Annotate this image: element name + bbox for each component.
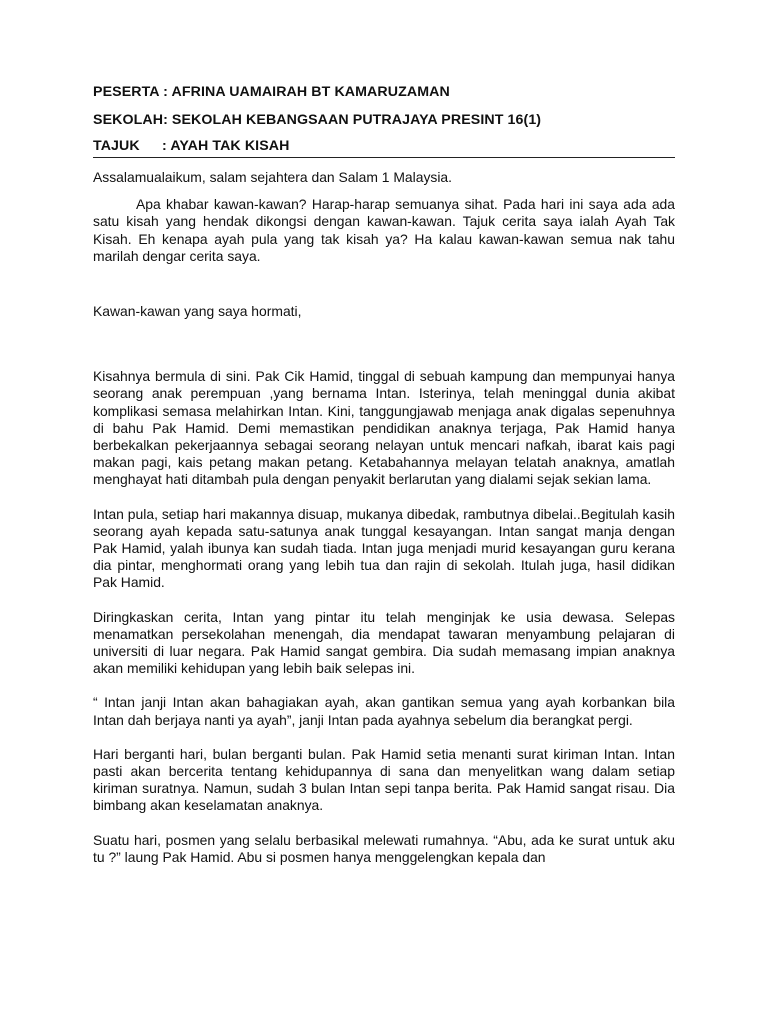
greeting-paragraph: Assalamualaikum, salam sejahtera dan Salam 1 Malaysia.: [93, 169, 453, 185]
address-line: Kawan-kawan yang saya hormati,: [93, 303, 302, 320]
participant-line: PESERTA : AFRINA UAMAIRAH BT KAMARUZAMAN: [93, 84, 450, 100]
title-value: : AYAH TAK KISAH: [162, 138, 290, 154]
school-line: SEKOLAH: SEKOLAH KEBANGSAAN PUTRAJAYA PRESINT 16(1): [93, 112, 542, 128]
story-paragraph-2: Intan pula, setiap hari makannya disuap, mukanya dibedak, rambutnya dibelai..Begitulah kasih seorang ayah kepada satu-satunya anak tunggal kesayangan. Intan sangat manja dengan Pak Hamid, yalah ibunya kan sudah tiada. Intan juga menjadi murid kesayangan guru kerana dia pintar, menghormati orang yang lebih tua dan rajin di sekolah. Itulah juga, hasil didikan Pak Hamid.: [93, 505, 675, 591]
story-paragraph-6: Suatu hari, posmen yang selalu berbasikal melewati rumahnya. “Abu, ada ke surat untuk aku tu ?” laung Pak Hamid. Abu si posmen hanya menggelengkan kepala dan: [93, 831, 675, 865]
header-divider: [93, 157, 675, 158]
story-paragraph-5: Hari berganti hari, bulan berganti bulan. Pak Hamid setia menanti surat kiriman Intan. Intan pasti akan bercerita tentang kehidupannya di sana dan menyelitkan wang dalam setiap kiriman suratnya. Namun, sudah 3 bulan Intan sepi tanpa berita. Pak Hamid sangat risau. Dia bimbang akan keselamatan anaknya.: [93, 745, 675, 814]
title-key: TAJUK: [93, 138, 140, 154]
story-paragraph-1: Kisahnya bermula di sini. Pak Cik Hamid, tinggal di sebuah kampung dan mempunyai hanya seorang anak perempuan ,yang bernama Intan. Isterinya, telah meninggal dunia akibat komplikasi semasa melahirkan Intan. Kini, tanggungjawab menjaga anak digalas sepenuhnya di bahu Pak Hamid. Demi memastikan pendidikan anaknya terjaga, Pak Hamid hanya berbekalkan pekerjaannya sebagai seorang nelayan untuk mencari nafkah, ibarat kais pagi makan pagi, kais petang makan petang. Ketabahannya melayan telatah anaknya, amatlah menghayat hati ditambah pula dengan penyakit berlarutan yang dialami sejak sekian lama.: [93, 368, 675, 488]
story-paragraph-4: “ Intan janji Intan akan bahagiakan ayah, akan gantikan semua yang ayah korbankan bila Intan dah berjaya nanti ya ayah”, janji Intan pada ayahnya sebelum dia berangkat pergi.: [93, 694, 675, 728]
document-page: [93, 82, 675, 866]
title-line: [93, 136, 675, 156]
story-paragraph-3: Diringkaskan cerita, Intan yang pintar itu telah menginjak ke usia dewasa. Selepas menamatkan persekolahan menengah, dia mendapat tawaran menyambung pelajaran di universiti di luar negara. Pak Hamid sangat gembira. Dia sudah memasang impian anaknya akan memiliki kehidupan yang lebih baik selepas ini.: [93, 608, 675, 677]
intro-paragraph: Apa khabar kawan-kawan? Harap-harap semuanya sihat. Pada hari ini saya ada ada satu kisah yang hendak dikongsi dengan kawan-kawan. Tajuk cerita saya ialah Ayah Tak Kisah. Eh kenapa ayah pula yang tak kisah ya? Ha kalau kawan-kawan semua nak tahu marilah dengar cerita saya.: [93, 196, 675, 264]
